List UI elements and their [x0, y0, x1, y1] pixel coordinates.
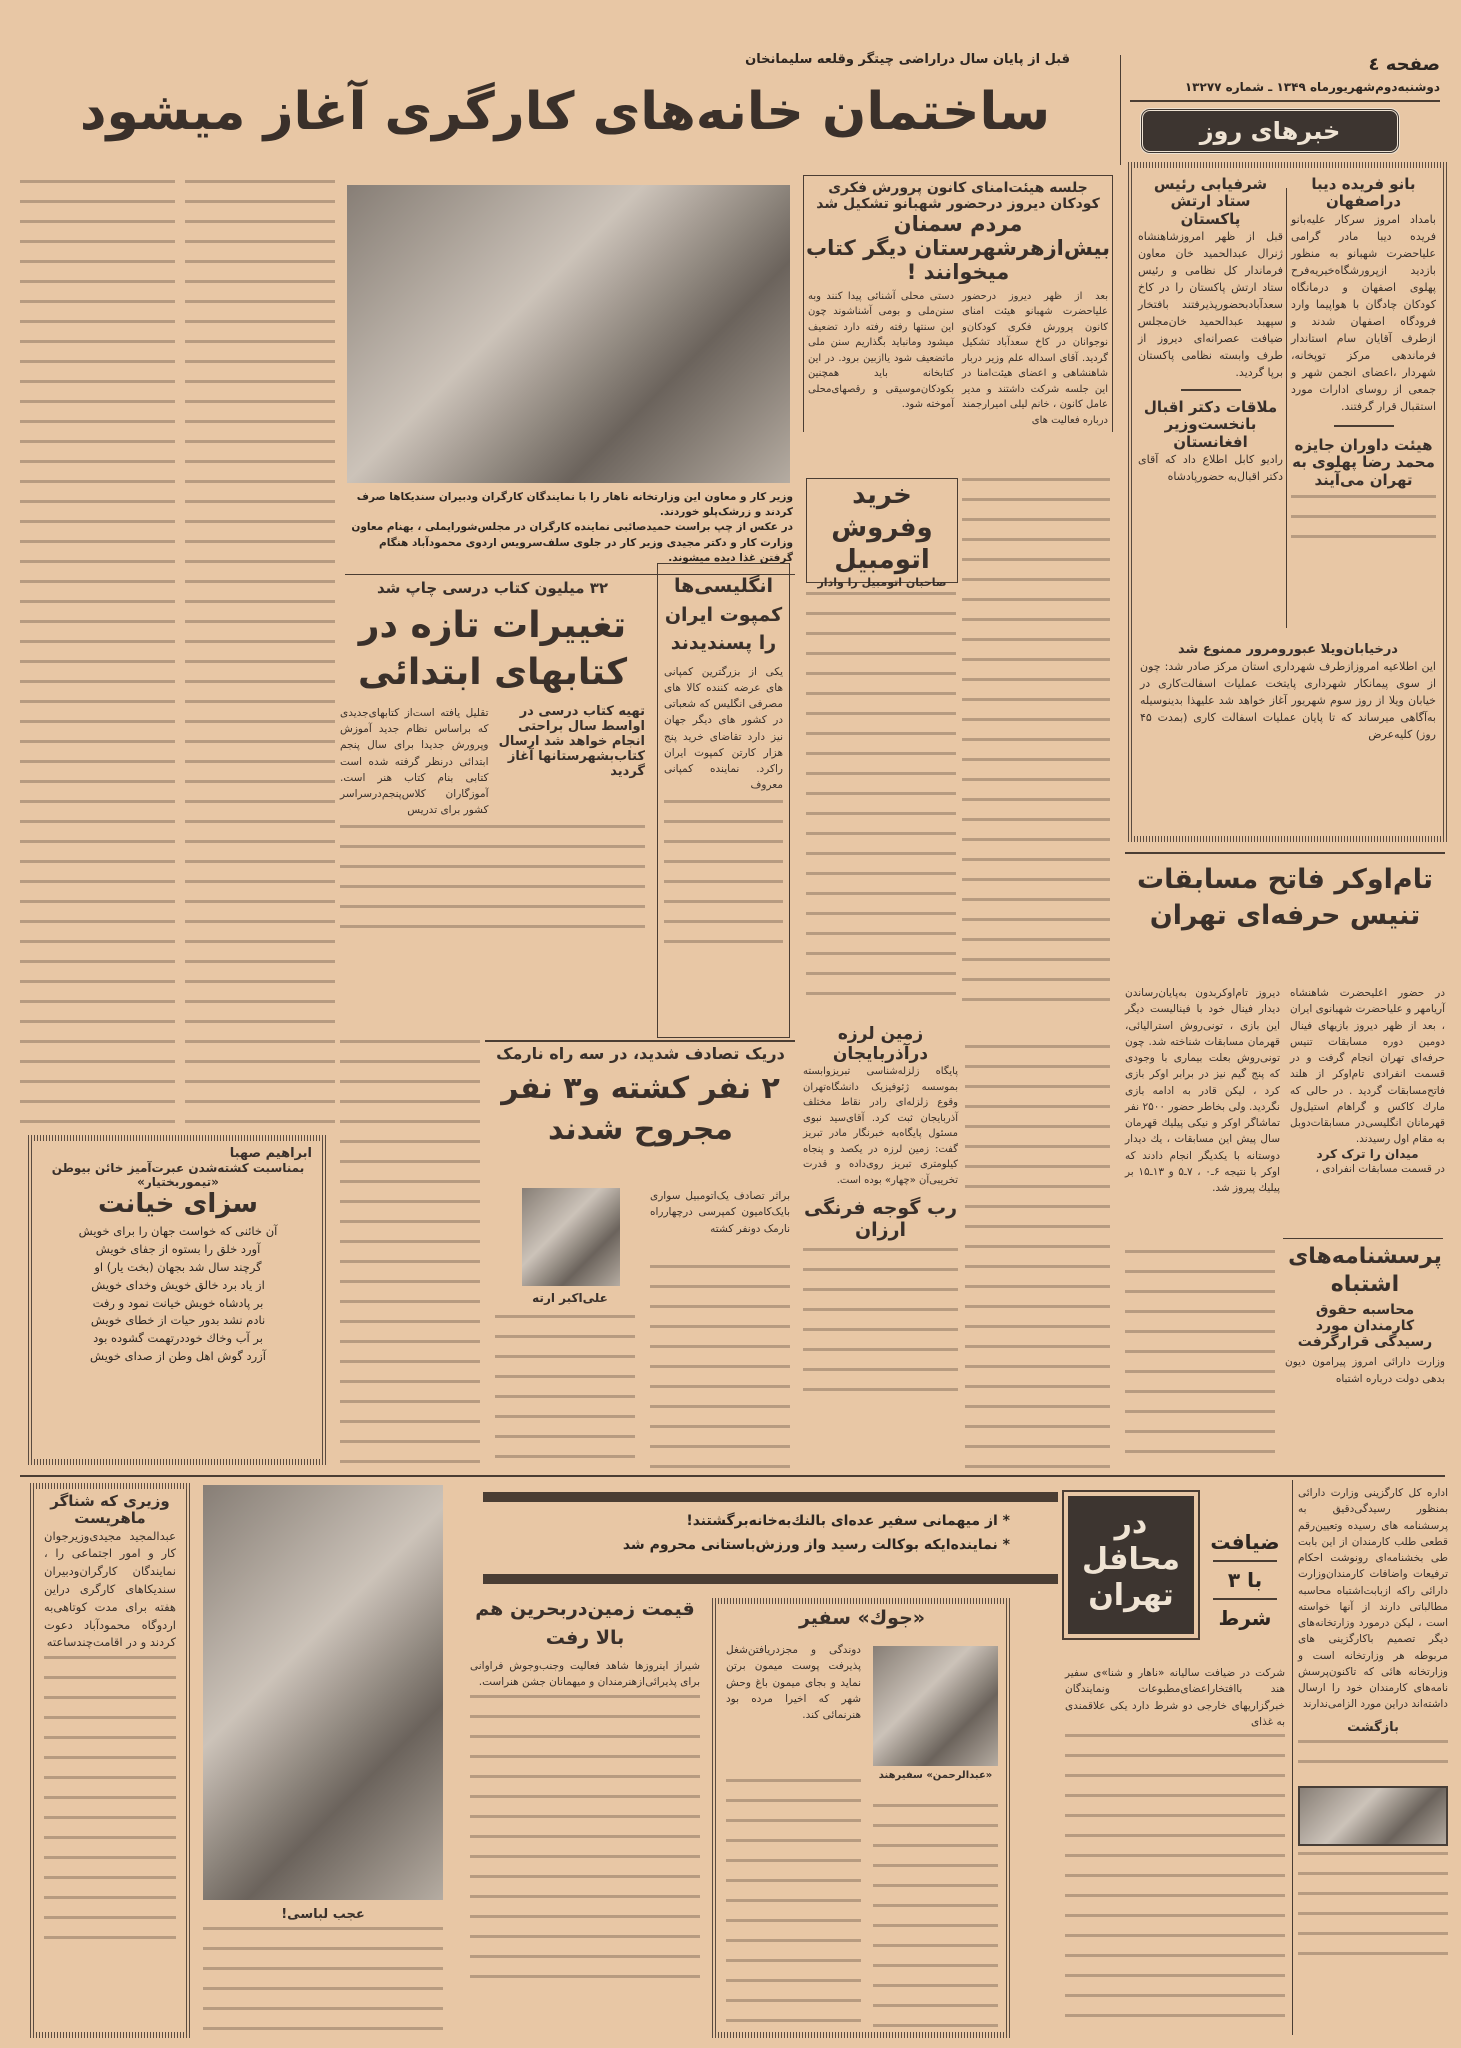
news-text: رادیو کابل اطلاع داد که آقای دکتر اقبال‌به حضورپادشاه [1138, 452, 1283, 483]
page-number: صفحه ٤ [1368, 54, 1440, 75]
article-text: وزارت دارائی امروز پیرامون دیون بدهی دولت درباره اشتباه [1285, 1356, 1445, 1385]
land-article [470, 1595, 700, 1995]
photo-name: علی‌اکبر ارته [532, 1291, 608, 1305]
article-headline: زمین لرزه درآذربایجان [832, 1024, 929, 1064]
poem-verse: بر آب وخاك خوددرتهمت گشوده بود [93, 1331, 263, 1346]
dress-article [203, 1908, 443, 2037]
article-text: در قسمت مسابقات انفرادی ، [1315, 1163, 1445, 1176]
divider [1213, 1560, 1277, 1562]
accident-article [488, 1045, 793, 1150]
article-text [44, 1656, 176, 1956]
poem-occasion: بمناسبت کشته‌شدن عبرت‌آمیز خائن بیوطن «تیموربختیار» [51, 1160, 305, 1189]
article-headline: مردم سمنان بیش‌ازهرشهرستان دیگر کتاب میخوانند ! [806, 212, 1110, 285]
article-text: شرکت در ضیافت سالیانه «ناهار و شنا»ی سفیر هند باافتخاراعضای‌مطبوعات ونمایندگان خبرگزاریهای خارجی دو شرط دارد یکی علاقمندی به غذای [1065, 1667, 1285, 1728]
article-headline: خرید وفروش اتومبیل [831, 480, 933, 575]
masthead-divider [1130, 100, 1440, 102]
article-kicker: جلسه هیئت‌امنای کانون پرورش فکری کودکان دیروز درحضور شهبانو تشکیل شد [816, 180, 1100, 213]
article-deck: محاسبه حقوق کارمندان مورد رسیدگی قرارگرفت [1297, 1302, 1433, 1351]
article-text [1125, 1250, 1275, 1470]
lead-kicker: قبل از پایان سال دراراضی چیتگر وقلعه سلیمانخان [745, 52, 1070, 67]
article-text [1298, 1852, 1448, 1972]
article-text [495, 1315, 635, 1470]
news-title: بانو فریده دیبا دراصفهان [1311, 175, 1416, 211]
lead-body-text [185, 180, 335, 1130]
poem-verse: نادم نشد بدور حیات از خطای خویش [90, 1313, 266, 1328]
news-title: شرفیابی رئیس ستاد ارتش پاکستان [1153, 175, 1268, 228]
article-text [340, 1040, 480, 1470]
divider [1213, 1598, 1277, 1600]
poem-verse: آن خائنی که خواست جهان را برای خویش [78, 1224, 278, 1239]
section-divider [20, 1475, 1445, 1477]
caption-line-2: در عکس از چپ براست حمیدصائبی نماینده کارگران در مجلس‌شورایملی ، بهنام معاون وزارت کار و دکتر مجیدی وزیر کار در جلوی سلف‌سرویس اردوی محمودآباد هنگام گرفتن غذا دیده میشوند. [351, 521, 793, 564]
tehran-circles-badge: در محافل تهران [1068, 1496, 1194, 1634]
article-headline: پرسشنامه‌های اشتباه [1288, 1244, 1442, 1297]
article-text: بعد از ظهر دیروز درحضور علیاحضرت شهبانو هیئت امنای کانون پرورش فکری کودکان‌و نوجوانان در کاخ سعدآباد تشکیل گردید. آقای اسداله علم وزیر دربار شاهنشاهی و اعضای هیئت‌امنا در این جلسه شرکت داشتند و مدیر عامل کانون ، خانم لیلی امیرارجمند درباره فعالیت های [962, 290, 1108, 426]
issue-date: دوشنبه‌دوم‌شهریورماه ۱۳۴۹ ـ شماره ۱۳۲۷۷ [1184, 80, 1440, 94]
victim-portrait-photo [522, 1188, 620, 1286]
article-text: براثر تصادف یک‌اتومبیل سواری بایک‌کامیون کمپرسی درچهارراه نارمک دونفر کشته [650, 1190, 790, 1235]
article-subhead: میدان را ترک کرد [1316, 1146, 1419, 1161]
article-text: دوندگی و مجزدریافتن‌شغل پذیرفت پوست میمون برتن نماید و بجای میمون باغ وحش شهر که اخیرا مرده بود هنرنمائی کند. [726, 1644, 861, 1722]
photo-caption [345, 490, 793, 566]
poem-verses [44, 1223, 312, 1366]
poem-verse: از یاد برد خالق خویش وخدای خویش [91, 1277, 265, 1292]
article-text [203, 1927, 443, 2037]
article-text [650, 1265, 790, 1470]
article-kicker: دریک تصادف شدید، در سه راه نارمک [496, 1044, 785, 1063]
banquet-side-title [1205, 1530, 1285, 1630]
compote-box [657, 563, 790, 1038]
poem-title: سزای خیانت [98, 1188, 258, 1219]
news-text: این اطلاعیه امروزازطرف شهرداری استان مرکز صادر شد: چون از سوی پیمانکار شهرداری پایتخت عملیات اسفالت‌کاری در خیابان ویلا از روز سوم شهریور آغاز خواهد شد علیهذا بدینوسیله به‌آگاهی میرساند که تا پایان عملیات اسفالت کاری (بمدت ۴۵ روز) کلیه‌عرض [1140, 659, 1436, 742]
side-title: ضیافت [1210, 1530, 1280, 1554]
article-headline: بازگشت [1347, 1719, 1399, 1735]
lead-headline: ساختمان خانه‌های کارگری آغاز میشود [79, 82, 1051, 142]
article-text [962, 478, 1110, 1008]
article-text [873, 1804, 998, 2029]
car-trade-box [806, 478, 958, 589]
banquet-article [1065, 1665, 1285, 2034]
divider-bar [483, 1492, 1058, 1502]
article-text [470, 1695, 700, 1995]
article-kicker: ۳۲ میلیون کتاب درسی چاپ شد [376, 579, 609, 597]
article-text [965, 1045, 1110, 1470]
article-headline: عجب لباسی! [281, 1907, 365, 1922]
column-logo [1298, 1786, 1448, 1846]
article-text [726, 1779, 861, 2029]
article-text [803, 1248, 958, 1398]
article-text: پایگاه زلزله‌شناسی تبریزوابسته بموسسه ژئوفیزیک دانشگاه‌تهران وقوع زلزله‌ای رادر نقاط مختلف آذربایجان ثبت کرد. آقای‌سید نبوی مسئول پایگاه‌به خبرنگار مادر تبریز گفت: زمین لرزه در یکصد و پنجاه کیلومتری تبریز روی‌داده و قدرت تخریبی‌آن «چهار» بوده است. [803, 1066, 958, 1186]
children-library-article [803, 175, 1113, 432]
poem-verse: بر پادشاه خویش خیانت نمود و رفت [92, 1295, 264, 1310]
poem-author: ابراهیم صهبا [229, 1146, 312, 1161]
article-headline: انگلیسی‌ها کمپوت ایران را پسندیدند [664, 575, 783, 654]
fashion-photo [203, 1485, 443, 1900]
article-deck: تهیه کتاب درسی در اواسط سال براحتی انجام خواهد شد ارسال کتاب‌بشهرستانها آغاز گردید [498, 703, 645, 779]
article-text [806, 592, 956, 1007]
side-title: با ۳ [1227, 1568, 1263, 1592]
article-text [340, 825, 645, 945]
photo-name: «عبدالرحمن» سفیرهند [878, 1770, 993, 1781]
article-text [664, 800, 783, 960]
article-text: شیراز اینروزها شاهد فعالیت وجنب‌وجوش فراوانی برای پذیرائی‌ازهنرمندان و میهمانان جشن هنراست. [470, 1660, 700, 1689]
tehran-circles-badge-frame [1062, 1490, 1200, 1640]
article-headline: قیمت زمین‌دربحرین هم بالا رفت [475, 1598, 695, 1649]
article-text: عبدالمجید مجیدی‌وزیرجوان کار و امور اجتماعی را ، نمایندگان کارگران‌ودبیران سندیکاهای کارگری دراین هفته برای مدت کوتاهی‌به اردوگاه محمودآباد دعوت کردند و در اقامت‌چندساعته [44, 1528, 176, 1650]
poem-verse: آورد خلق را بستوه از جفای خویش [95, 1242, 261, 1257]
divider [1181, 389, 1241, 391]
divider [1334, 425, 1394, 427]
masthead-vertical-rule [1120, 55, 1121, 165]
article-text: اداره کل کارگزینی وزارت دارائی بمنظور رسیدگی‌دقیق به پرسشنامه های رسیده وتعیین‌رقم قطعی طلب کارمندان از این بابت طی بخشنامه‌ای رونوشت احکام ترفیعات واضافات کارمندان‌وزارت دارائی راکه ازبابت‌اشتباه محاسبه مطالباتی دارند از آنها خواسته است ، لیکن درمورد وزارتخانه‌های دیگر تصمیم باکارگزینی های مربوطه هر وزارتخانه است و وزارتخانه هائی که تاکنون‌پرسش نامه‌های کارمندان خود را ارسال داشته‌اند دراین مورد الزامی‌ندارند [1298, 1487, 1448, 1711]
textbooks-article [340, 580, 645, 945]
news-title: ملاقات دکتر اقبال بانخست‌وزیر افغانستان [1143, 398, 1278, 451]
news-text [1291, 495, 1436, 555]
news-text: قبل از ظهر امروزشاهنشاه ژنرال عبدالحمید خان معاون فرماندار کل نظامی و رئیس ستاد ارتش پاکستان را در کاخ سعدآبادبحضورپذیرفتند بافتخار سپهبد عبدالحمید خان‌مجلس ضیافت عصرانه‌ای دیروز از طرف وابسته نظامی پاکستان برپا گردید. [1138, 229, 1283, 380]
article-text: یکی از بزرگترین کمپانی های عرضه کننده کالا های مصرفی انگلیس که شعباتی در کشور های دیگر جهان نیز دارد تقاضای خرید پنج هزار کارتن کمپوت ایران راکرد. نماینده کمپانی معروف [664, 665, 783, 792]
article-text: در حضور اعلیحضرت شاهنشاه آریامهر و علیاحضرت شهبانوی ایران ، بعد از ظهر دیروز بازیهای فینال دومین دوره مسابقات تنیس حرفه‌ای تهران انجام گرفت و در قسمت انفرادی تام‌اوکر از هلند فاتح‌مسابقات گردید . در حالی که مارك کاکس و گراهام استیل‌ول قهرمانان انگلیسی‌در مسابقات‌دوبل به مقام اول رسیدند. [1289, 987, 1445, 1146]
lead-body-text [20, 180, 175, 1130]
divider [1286, 188, 1287, 628]
side-title: شرط [1218, 1606, 1272, 1630]
article-headline: ۲ نفر کشته و۳ نفر مجروح شدند [501, 1071, 780, 1147]
tennis-col1 [1290, 985, 1445, 1178]
article-text [1298, 1740, 1448, 1780]
article-headline: وزیری که شناگر ماهریست [50, 1492, 170, 1528]
article-text [1065, 1734, 1285, 2034]
article-subhead: صاحبان اتومبیل را وادار [817, 575, 947, 589]
bullet-item: * نماینده‌ایکه بوکالت رسید واز ورزش‌باستانی محروم شد [622, 1536, 1010, 1553]
news-title: هیئت داوران جایزه محمد رضا پهلوی به تهران می‌آیند [1292, 436, 1435, 489]
tennis-headline: تام‌اوکر فاتح مسابقات تنیس حرفه‌ای تهران [1137, 864, 1433, 932]
tennis-col2: دیروز تام‌اوکربدون به‌پایان‌رساندن دیدار فینال خود با فینالیست دیگر این بازی ، تونی‌روش استرالیائی، قهرمان مسابقات شناخته شد. چون تونی‌روش بعلت بیماری با وجودی که پنج گیم نیز در برابر اوکر بازی کرد ، لیکن قادر به ادامه بازی نگردید. ولی بخاطر حضور ۲۵۰۰ نفر تماشاگر اوکر و نیکی پیلیك قهرمان سال پیش این مسابقات ، یك دیدار دوستانه با یکدیگر انجام دادند که اوکر با نتیجه ۶ـ۰ ، ۷ـ۵ و ۱۳ـ۱۵ بر پیلیك پیروز شد. [1125, 987, 1280, 1195]
divider [1125, 852, 1445, 854]
divider [1292, 1480, 1293, 2035]
ambassador-photo [873, 1646, 998, 1766]
joke-box [712, 1598, 1012, 2038]
swimmer-box [30, 1483, 190, 2038]
workers-lunch-photo [347, 185, 790, 483]
article-headline: «جوك» سفیر [798, 1607, 926, 1629]
poem-box [28, 1135, 328, 1465]
caption-line-1: وزیر کار و معاون این وزارتخانه ناهار را با نمایندگان کارگران ودبیران سندیکاها صرف کردند و زرشک‌پلو خوردند. [356, 491, 793, 519]
article-headline: تغییرات تازه در کتابهای ابتدائی [357, 605, 628, 694]
quake-article [803, 1025, 958, 1398]
article-text: تقلیل یافته است‌از کتابهای‌جدیدی که براساس نظام جدید آموزش وپرورش جدیدا برای سال پنجم ابتدائی درنظر گرفته شده است کتابی بنام کتاب هنر است. آموزگاران کلاس‌پنجم‌درسراسر کشور برای تدریس [340, 706, 489, 817]
questionnaire-article [1285, 1243, 1445, 1387]
news-text: بامداد امروز سرکار علیه‌بانو فریده دیبا مادر گرامی علیاحضرت شهبانو به منظور بازدید ازپرورشگاه‌خیریه‌فرح پهلوی اصفهان و درمانگاه کودکان چادگان با هواپیما وارد فرودگاه اصفهان شدند و ازطرف آقایان سام استاندار فرماندهی مرکز توپخانه، شهردار ،اعضای انجمن شهر و جمعی از روسای ادارات مورد استقبال قرار گرفتند. [1291, 212, 1436, 414]
news-of-day-box [1128, 162, 1448, 842]
section-badge: خبرهای روز [1140, 108, 1400, 154]
article-text: دستی محلی آشنائی پیدا کنند وبه سنن‌ملی و بومی آشناشوند چون این سنتها رفته رفته دارد تضعیف میشود ومانباید بگذاریم سنن ملی ماتضعیف شود یاازبین برود. در این کتابخانه باید همچنین بکودکان‌موسیقی و رقصهای‌محلی آموخته شود. [808, 290, 954, 411]
poem-verse: گرچند سال شد بجهان (بخت یار) او [94, 1260, 262, 1275]
tehran-circles-bullets [500, 1510, 1010, 1558]
divider [485, 1040, 795, 1042]
finance-article [1298, 1485, 1448, 1972]
bullet-item: * از میهمانی سفیر عده‌ای بالنك‌به‌خانه‌برگشتند! [686, 1513, 1010, 1529]
news-title: درخیابان‌ویلا عبورومرور ممنوع شد [1178, 642, 1398, 657]
divider-bar [483, 1574, 1058, 1584]
poem-verse: آزرد گوش اهل وطن از صدای خویش [90, 1349, 266, 1364]
divider [1283, 1238, 1443, 1239]
article-headline: رب گوجه فرنگی ارزان [803, 1197, 958, 1241]
